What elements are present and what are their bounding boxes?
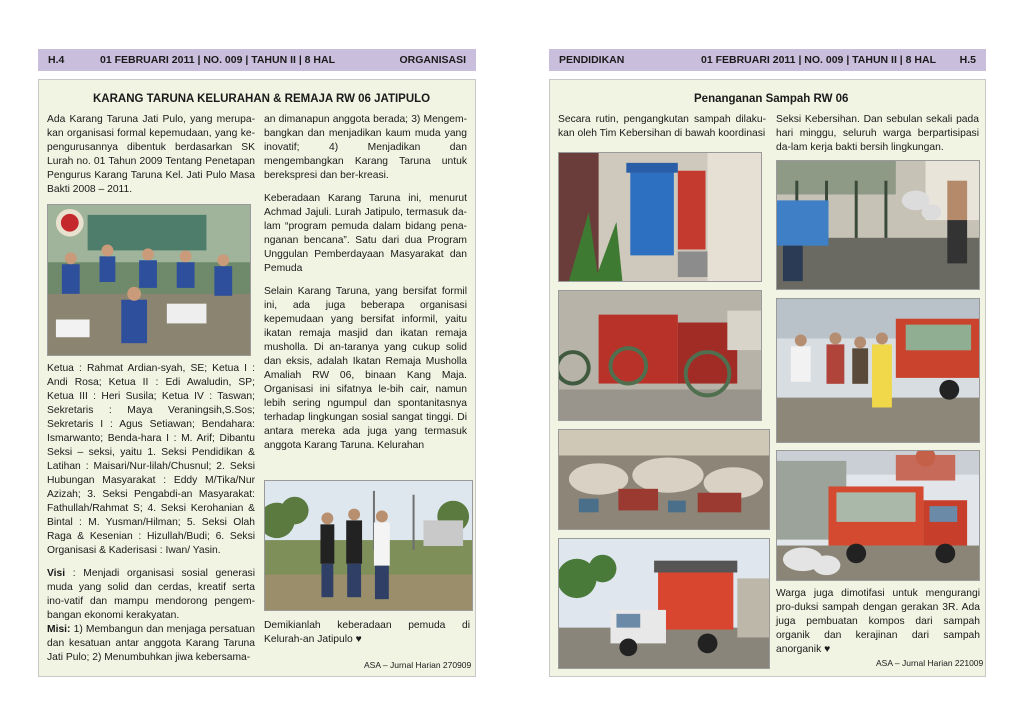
article-title: Penanganan Sampah RW 06 bbox=[694, 93, 849, 105]
right-article-panel bbox=[549, 79, 986, 677]
article-body-col2: an dimanapun anggota berada; 3) Mengem-bangkan dan menjadikan kaum muda yang inovatif; 4) Menjadikan dan mengembangkan Karang Taruna untuk berekspresi dan ber-kreasi. Keberadaan Karang Taruna ini, menurut Achmad Jajuli. Lurah Jatipulo, termasuk da-lam “program pemuda dalam bidang pena-nganan bencana”. Satu dari dua Program Unggulan Pemberdayaan Masyarakat dan Pemuda Selain Karang Taruna, yang bersifat formil ini, ada juga beberapa organisasi kepemudaan yang bersifat informil, yaitu ikatan remaja masjid dan ikatan remaja musholla. Di an-taranya yang cukup solid dan eksis, adalah Ikatan Remaja Musholla Amaliah RW 06, binaan Kang Maja. Organisasi ini sifatnya le-bih cair, namun lebih sering ngumpul dan spontanitasnya terhadap lingkungan sosial sangat tinggi. Di antara mereka ada juga yang termasuk anggota Karang Taruna. Kelurahan bbox=[264, 114, 467, 451]
section-label: ORGANISASI bbox=[399, 54, 466, 66]
left-article-panel bbox=[38, 79, 476, 677]
article-intro: Secara rutin, pengangkutan sampah dilaku-kan oleh Tim Kebersihan di bawah koordinasi bbox=[558, 114, 766, 139]
three-men-walking-photo bbox=[264, 480, 473, 611]
board-members-text: Ketua : Rahmat Ardian-syah, SE; Ketua I : Andi Rosa; Ketua II : Edi Awaludin, SP; Ketua III : Heri Susila; Ketua IV : Taswan; Sekretaris : Maya Veraningsih,S.Sos; Sekretaris I : Agus Setiawan; Bendahara: Ismarwanto; Benda-hara I : M. Arif; Dibantu Seksi – seksi, yaitu 1. Seksi Pendidikan & Latihan : Maisari/Nur-lilah/Chusnul; 2. Seksi Hubungan Masyarakat : Eddy M/Tika/Nur Azizah; 3. Seksi Pengabdi-an Masyarakat: Fathullah/Rahmat S; 4. Seksi Kerohanian & Bintal : M. Yusman/Hilman; 5. Seksi Olah Raga & Kesenian : Hizullah/Budi; 6. Seksi Organisasi & Kaderisasi : Iwan/ Yasin. Visi : Menjadi organisasi sosial generasi muda yang solid dan cerdas, kreatif serta ino-vatif dan mampu mendorong pengem-bangan ekonomi kerakyatan. Misi: 1) Membangun dan menjaga persatuan dan kesatuan antar anggota Karang Taruna Jati Pulo; 2) Menumbuhkan jiwa kebersama- bbox=[47, 363, 255, 663]
issue-date: 01 FEBRUARI 2011 | NO. 009 | TAHUN II | 8 HAL bbox=[100, 54, 336, 66]
article-source: ASA – Jurnal Harian 221009 bbox=[876, 658, 984, 668]
left-page-header bbox=[38, 49, 476, 71]
garbage-truck-photo bbox=[776, 450, 980, 581]
trash-bins-photo bbox=[558, 152, 762, 282]
section-label: PENDIDIKAN bbox=[559, 54, 625, 66]
misi-label: Misi: bbox=[47, 624, 71, 635]
issue-date: 01 FEBRUARI 2011 | NO. 009 | TAHUN II | 8 HAL bbox=[700, 54, 936, 66]
garbage-pile-photo bbox=[558, 429, 770, 530]
article-closing: Warga juga dimotifasi untuk mengurangi pro-duksi sampah dengan gerakan 3R. Ada juga pembuatan kompos dari sampah organik dan kerajinan dari sampah anorganik ♥ bbox=[776, 588, 980, 655]
visi-label: Visi bbox=[47, 568, 66, 579]
article-closing: Demikianlah keberadaan pemuda di Kelurah-an Jatipulo ♥ bbox=[264, 620, 470, 645]
article-title: KARANG TARUNA KELURAHAN & REMAJA RW 06 JATIPULO bbox=[93, 93, 431, 105]
group-meeting-photo bbox=[47, 204, 251, 356]
right-page-header bbox=[549, 49, 986, 71]
article-intro-col2: Seksi Kebersihan. Dan sebulan sekali pada hari minggu, seluruh warga berpartisipasi da-lam kerja bakti bersih lingkungan. bbox=[776, 114, 979, 153]
page-number: H.4 bbox=[48, 54, 65, 66]
article-intro: Ada Karang Taruna Jati Pulo, yang merupa-kan organisasi formal kepemudaan, yang ke-pengurusannya dibentuk berdasarkan SK Lurah no. 01 Tahun 2009 Tentang Penetapan Pengurus Karang Taruna Kel. Jati Pulo Masa Bakti 2008 – 2011. bbox=[47, 114, 255, 195]
page-number: H.5 bbox=[959, 54, 976, 66]
residents-truck-photo bbox=[776, 298, 980, 443]
cleaner-sweeping-photo bbox=[776, 160, 980, 290]
red-carts-photo bbox=[558, 290, 762, 421]
article-source: ASA – Jurnal Harian 270909 bbox=[364, 660, 472, 670]
truck-loading-photo bbox=[558, 538, 770, 669]
